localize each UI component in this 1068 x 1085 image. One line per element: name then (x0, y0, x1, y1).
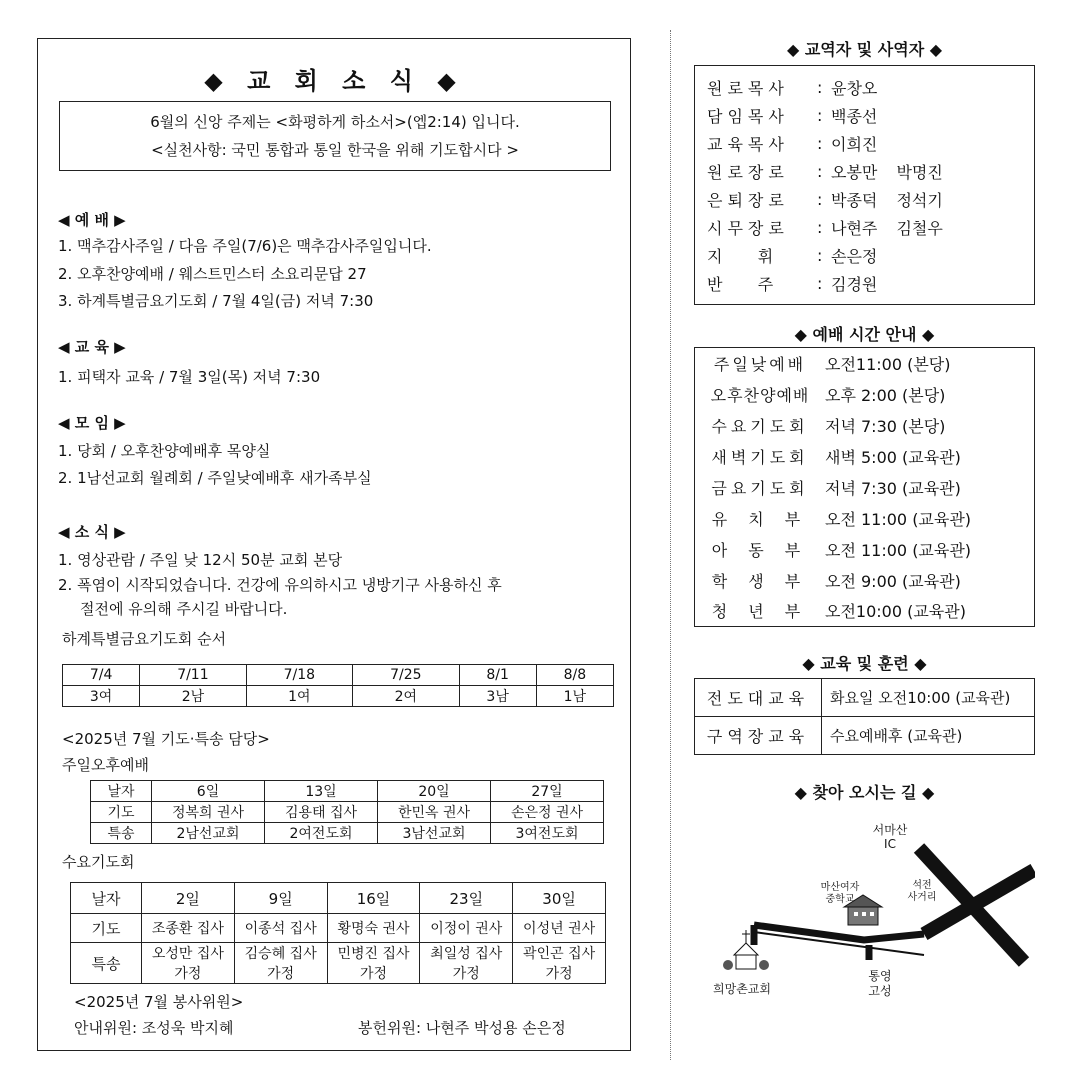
table-row (91, 823, 604, 844)
table-cell: 3여전도회 (491, 823, 604, 844)
table-cell: 황명숙 권사 (327, 914, 420, 943)
table-cell: 16일 (327, 883, 420, 914)
table-cell: 3남 (459, 686, 536, 707)
staff-row: 교육목사 : 이희진 (707, 133, 878, 154)
friday-prayer-table (62, 664, 614, 707)
table-cell: 23일 (420, 883, 513, 914)
service-time: 오전 9:00 (교육관) (825, 571, 961, 591)
staff-role: 반 주 (707, 274, 779, 294)
table-row (695, 410, 1035, 441)
table-cell: 김용태 집사 (265, 802, 378, 823)
cell-line: 가정 (359, 966, 388, 982)
table-cell: 27일 (491, 781, 604, 802)
service-time: 오전 11:00 (교육관) (825, 509, 972, 529)
meeting-item: 2. 1남선교회 월례회 / 주일낮예배후 새가족부실 (58, 469, 372, 487)
table-cell: 1여 (246, 686, 352, 707)
service-time: 저녁 7:30 (본당) (825, 416, 946, 436)
cell-line: 민병진 집사 (337, 946, 410, 962)
table-cell (420, 943, 513, 984)
service-name: 주일낮예배 (713, 354, 807, 374)
table-cell (142, 943, 235, 984)
staff-row: 지 휘 : 손은정 (707, 245, 878, 266)
table-row (695, 565, 1035, 596)
staff-name: 윤창오 (831, 78, 878, 98)
table-cell: 정복희 권사 (152, 802, 265, 823)
table-cell: 2남 (140, 686, 246, 707)
table-cell: 기도 (91, 802, 152, 823)
table-row (695, 717, 1035, 755)
education-heading: ◀ 교 육 ▶ (58, 338, 126, 356)
service-name: 금요기도회 (711, 478, 809, 498)
friday-prayer-title: 하계특별금요기도회 순서 (62, 630, 227, 648)
table-cell: 이성년 권사 (513, 914, 606, 943)
cell-line: 가정 (545, 966, 573, 982)
table-row (91, 781, 604, 802)
table-cell: 손은정 권사 (491, 802, 604, 823)
cell-line: 최일성 집사 (430, 946, 503, 962)
church-news-panel (37, 38, 631, 1051)
staff-role: 시무장로 (707, 218, 789, 238)
training-table (694, 678, 1035, 755)
table-cell: 날자 (91, 781, 152, 802)
service-name: 오후찬양예배 (710, 385, 810, 405)
table-row (91, 802, 604, 823)
news-item: 2. 폭염이 시작되었습니다. 건강에 유의하시고 냉방기구 사용하신 후 (58, 576, 502, 594)
sunday-pm-title: 주일오후예배 (62, 756, 149, 774)
table-cell: 3남선교회 (378, 823, 491, 844)
staff-row: 원로목사 : 윤창오 (707, 77, 878, 98)
service-name: 아 동 부 (711, 540, 809, 560)
table-cell: 8/1 (459, 665, 536, 686)
table-cell: 1남 (536, 686, 613, 707)
table-cell: 30일 (513, 883, 606, 914)
table-cell: 특송 (91, 823, 152, 844)
meeting-item: 1. 당회 / 오후찬양예배후 목양실 (58, 442, 271, 460)
directions-map (694, 810, 1035, 1020)
education-item: 1. 피택자 교육 / 7월 3일(목) 저녁 7:30 (58, 368, 321, 386)
news-heading: ◀ 소 식 ▶ (58, 523, 126, 541)
table-cell: 6일 (152, 781, 265, 802)
cell-line: 오성만 집사 (151, 946, 224, 962)
service-time: 새벽 5:00 (교육관) (825, 447, 961, 467)
staff-row: 반 주 : 김경원 (707, 273, 878, 294)
table-cell: 기도 (71, 914, 142, 943)
theme-line-1: 6월의 신앙 주제는 <화평하게 하소서>(엡2:14) 입니다. (150, 113, 520, 131)
staff-name: 김경원 (831, 274, 878, 294)
table-row (63, 686, 614, 707)
service-time: 오전10:00 (교육관) (825, 602, 966, 622)
staff-box (694, 65, 1035, 305)
table-cell: 날자 (71, 883, 142, 914)
staff-row: 은퇴장로 : 박종덕 정석기 (707, 189, 943, 210)
table-cell: 13일 (265, 781, 378, 802)
table-row (695, 534, 1035, 565)
ic-label: 서마산 (872, 823, 908, 837)
destination-label: 고성 (868, 984, 892, 998)
staff-row: 시무장로 : 나현주 김철우 (707, 217, 943, 238)
worship-times-title: ◆ 예배 시간 안내 ◆ (794, 325, 935, 344)
staff-name: 나현주 김철우 (831, 218, 943, 238)
worship-times-table (694, 347, 1035, 627)
table-cell: 7/4 (63, 665, 140, 686)
table-cell: 조종환 집사 (142, 914, 235, 943)
table-cell: 7/11 (140, 665, 246, 686)
road-main (754, 925, 924, 940)
worship-item: 3. 하계특별금요기도회 / 7월 4일(금) 저녁 7:30 (58, 292, 374, 310)
service-name: 청 년 부 (711, 602, 809, 622)
worship-heading: ◀ 예 배 ▶ (58, 211, 126, 229)
monthly-theme-box (59, 101, 611, 171)
junction-label: 사거리 (907, 892, 937, 903)
table-row (63, 665, 614, 686)
service-name: 학 생 부 (711, 571, 809, 591)
table-cell: 7/18 (246, 665, 352, 686)
table-cell: 20일 (378, 781, 491, 802)
table-row (695, 441, 1035, 472)
servers-title: <2025년 7월 봉사위원> (74, 993, 244, 1011)
church-label: 희망촌교회 (713, 982, 771, 996)
staff-name: 오봉만 박명진 (831, 162, 943, 182)
training-time: 수요예배후 (교육관) (822, 717, 1035, 755)
table-row (695, 679, 1035, 717)
staff-role: 원로목사 (707, 78, 789, 98)
table-cell: 7/25 (353, 665, 459, 686)
july-prayer-title: <2025년 7월 기도·특송 담당> (62, 730, 270, 748)
staff-role: 원로장로 (707, 162, 789, 182)
column-divider (670, 30, 671, 1060)
table-row (695, 503, 1035, 534)
table-row (695, 348, 1035, 379)
service-time: 저녁 7:30 (교육관) (825, 478, 961, 498)
staff-title: ◆ 교역자 및 사역자 ◆ (786, 40, 943, 59)
staff-role: 담임목사 (707, 106, 789, 126)
destination-label: 통영 (868, 969, 892, 983)
worship-item: 2. 오후찬양예배 / 웨스트민스터 소요리문답 27 (58, 265, 367, 283)
table-cell: 2일 (142, 883, 235, 914)
table-row (695, 379, 1035, 410)
table-cell: 특송 (71, 943, 142, 984)
service-name: 수요기도회 (711, 416, 809, 436)
table-cell: 한민옥 권사 (378, 802, 491, 823)
worship-item: 1. 맥추감사주일 / 다음 주일(7/6)은 맥추감사주일입니다. (58, 237, 432, 255)
training-title: ◆ 교육 및 훈련 ◆ (802, 654, 927, 673)
table-row (71, 943, 606, 984)
staff-row: 담임목사 : 백종선 (707, 105, 878, 126)
table-row (695, 472, 1035, 503)
guides-line: 안내위원: 조성욱 박지혜 (74, 1019, 234, 1037)
offering-line: 봉헌위원: 나현주 박성용 손은정 (358, 1019, 566, 1037)
service-name: 새벽기도회 (711, 447, 809, 467)
wednesday-table (70, 882, 606, 984)
staff-name: 박종덕 정석기 (831, 190, 943, 210)
table-cell: 이종석 집사 (234, 914, 327, 943)
training-name: 구역장교육 (695, 717, 822, 755)
sunday-pm-table (90, 780, 604, 844)
staff-name: 손은정 (831, 246, 878, 266)
training-name: 전도대교육 (695, 679, 822, 717)
cell-line: 곽인곤 집사 (523, 946, 596, 962)
school-label: 마산여자 (820, 882, 860, 893)
staff-role: 교육목사 (707, 134, 789, 154)
news-title: ◆ 교 회 소 식 ◆ (204, 67, 464, 95)
table-cell (513, 943, 606, 984)
news-item: 1. 영상관람 / 주일 낮 12시 50분 교회 본당 (58, 551, 343, 569)
table-cell: 2여전도회 (265, 823, 378, 844)
service-time: 오후 2:00 (본당) (825, 385, 946, 405)
table-row (71, 914, 606, 943)
cell-line: 가정 (267, 966, 295, 982)
table-cell: 8/8 (536, 665, 613, 686)
church-icon (723, 930, 769, 970)
cell-line: 가정 (452, 966, 480, 982)
staff-role: 지 휘 (707, 246, 779, 266)
staff-role: 은퇴장로 (707, 190, 789, 210)
school-label: 중학교 (825, 894, 855, 905)
theme-line-2: <실천사항: 국민 통합과 통일 한국을 위해 기도합시다 > (151, 141, 519, 159)
table-cell: 2남선교회 (152, 823, 265, 844)
table-cell (327, 943, 420, 984)
ic-label: IC (884, 837, 896, 851)
staff-name: 백종선 (831, 106, 878, 126)
table-cell: 2여 (353, 686, 459, 707)
table-row (695, 596, 1035, 627)
table-cell: 3여 (63, 686, 140, 707)
news-item-continued: 절전에 유의해 주시길 바랍니다. (80, 600, 288, 618)
training-time: 화요일 오전10:00 (교육관) (822, 679, 1035, 717)
directions-title: ◆ 찾아 오시는 길 ◆ (794, 783, 935, 802)
junction-label: 석전 (912, 880, 932, 891)
service-time: 오전11:00 (본당) (825, 354, 951, 374)
staff-row: 원로장로 : 오봉만 박명진 (707, 161, 943, 182)
service-time: 오전 11:00 (교육관) (825, 540, 972, 560)
staff-name: 이희진 (831, 134, 878, 154)
cell-line: 김승혜 집사 (244, 946, 317, 962)
table-row (71, 883, 606, 914)
cell-line: 가정 (174, 966, 202, 982)
table-cell: 9일 (234, 883, 327, 914)
wednesday-title: 수요기도회 (62, 853, 135, 871)
table-cell (234, 943, 327, 984)
meeting-heading: ◀ 모 임 ▶ (58, 414, 126, 432)
table-cell: 이정이 권사 (420, 914, 513, 943)
service-name: 유 치 부 (711, 509, 809, 529)
